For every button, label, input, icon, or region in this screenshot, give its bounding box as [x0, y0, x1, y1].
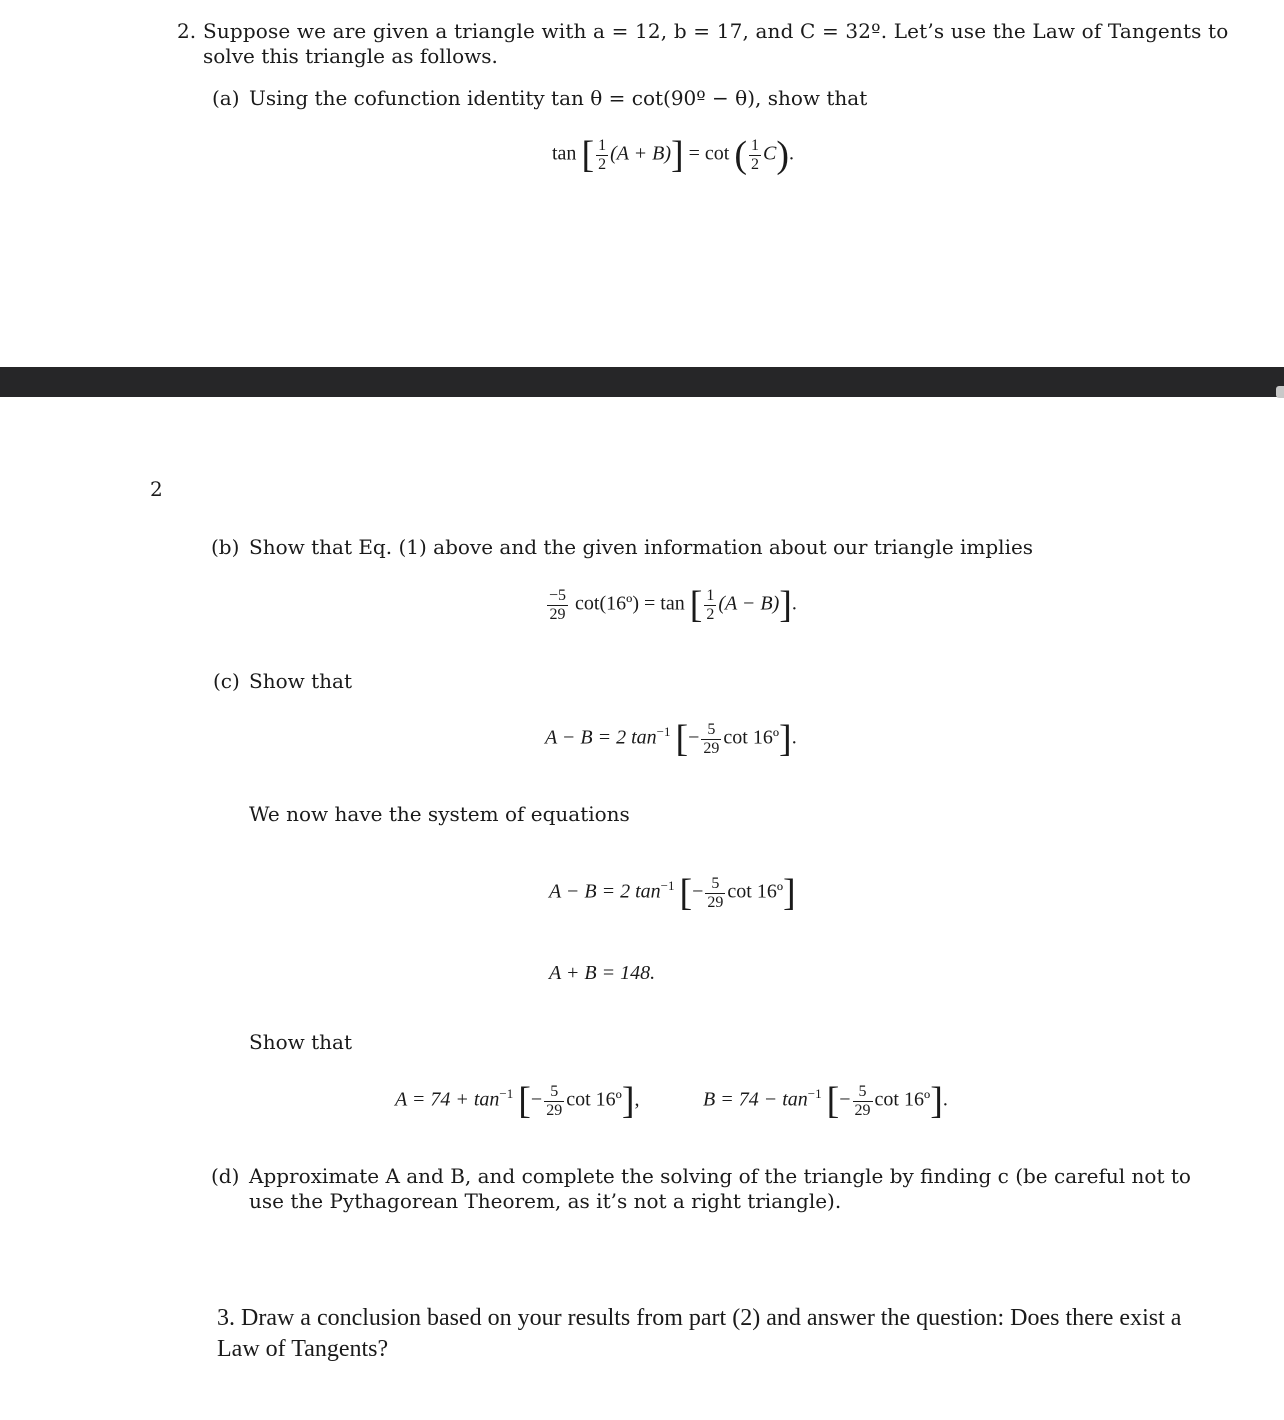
paren-open: (: [734, 134, 748, 176]
part-b-eq-end: .: [791, 592, 797, 615]
result-equation-a: [395, 1082, 639, 1120]
bracket-open: [: [581, 134, 595, 176]
system-eq1-lhs: A − B = 2 tan: [549, 880, 661, 903]
page-divider-bar: [0, 367, 1284, 397]
part-d-line1: Approximate A and B, and complete the solving of the triangle by finding c (be careful not to: [249, 1164, 1191, 1188]
problem-2-intro-line2: solve this triangle as follows.: [203, 44, 498, 68]
result-a-neg: −: [530, 1088, 543, 1111]
part-b-text: Show that Eq. (1) above and the given information about our triangle implies: [249, 535, 1034, 559]
system-intro-text: We now have the system of equations: [249, 802, 630, 826]
part-a-equation: [552, 136, 794, 174]
part-a-eq-rhs: = cot: [688, 142, 730, 165]
part-b-eq-lhs: cot(16º) = tan: [575, 592, 685, 615]
part-c-eq-neg: −: [688, 726, 700, 749]
problem-2-number: 2.: [177, 19, 197, 43]
part-a-eq-half-fraction: $\frac{1}{2}$: [598, 136, 607, 173]
system-eq1-tail: cot 16º: [727, 880, 784, 903]
part-a-text: Using the cofunction identity tan θ = cot(90º − θ), show that: [249, 86, 868, 110]
bracket-close: ]: [670, 134, 684, 176]
result-equation-b: [703, 1082, 948, 1120]
part-c-equation: [545, 720, 797, 758]
result-b-tail: cot 16º: [874, 1088, 931, 1111]
part-a-label: (a): [212, 86, 240, 110]
page-number: 2: [150, 477, 163, 501]
result-b-end: .: [942, 1088, 948, 1111]
bracket-close: ]: [930, 1080, 943, 1122]
part-b-label: (b): [211, 535, 240, 559]
result-b-fraction: $\frac{5}{29}$: [854, 1082, 871, 1119]
result-a-fraction: $\frac{5}{29}$: [546, 1082, 563, 1119]
show-that-text: Show that: [249, 1030, 352, 1054]
part-b-equation: [545, 586, 797, 624]
part-c-eq-lhs: A − B = 2 tan: [545, 726, 657, 749]
problem-3-line2: Law of Tangents?: [217, 1336, 389, 1362]
part-c-text: Show that: [249, 669, 352, 693]
result-b-lhs: B = 74 − tan: [703, 1088, 808, 1111]
system-eq1-fraction: $\frac{5}{29}$: [707, 874, 724, 911]
result-b-neg: −: [839, 1088, 851, 1111]
part-b-eq-fraction: $\frac{-5}{29}$: [549, 586, 567, 623]
result-a-end: ,: [634, 1088, 640, 1111]
part-a-eq-tan: tan: [552, 142, 577, 165]
system-equation-1: [549, 874, 796, 912]
bracket-close: ]: [779, 718, 792, 760]
part-a-eq-rhs-arg: C: [763, 142, 777, 165]
problem-2-intro-line1: Suppose we are given a triangle with a = 12, b = 17, and C = 32º. Let’s use the Law of Tangents to: [203, 19, 1229, 43]
bracket-open: [: [826, 1080, 840, 1122]
result-a-sup: −1: [499, 1085, 514, 1101]
part-a-eq-end: .: [789, 142, 795, 165]
part-d-label: (d): [211, 1164, 240, 1188]
bracket-close: ]: [783, 872, 796, 914]
result-a-tail: cot 16º: [566, 1088, 622, 1111]
bracket-open: [: [689, 584, 703, 626]
part-a-eq-rhs-half-fraction: $\frac{1}{2}$: [751, 136, 760, 173]
result-a-lhs: A = 74 + tan: [395, 1088, 500, 1111]
part-a-eq-lhs-arg: (A + B): [610, 142, 671, 165]
part-c-eq-end: .: [791, 726, 797, 749]
part-c-eq-fraction: $\frac{5}{29}$: [703, 720, 720, 757]
bracket-close: ]: [621, 1080, 635, 1122]
bracket-open: [: [675, 718, 689, 760]
system-eq1-sup: −1: [660, 877, 675, 893]
paren-close: ): [776, 134, 790, 176]
problem-3-line1: 3. Draw a conclusion based on your results from part (2) and answer the question: Does there exist a: [217, 1305, 1182, 1331]
bracket-close: ]: [779, 584, 792, 626]
bracket-open: [: [679, 872, 693, 914]
part-c-eq-tail: cot 16º: [723, 726, 780, 749]
part-b-eq-half-fraction: $\frac{1}{2}$: [706, 586, 715, 623]
system-eq1-neg: −: [692, 880, 704, 903]
scrollbar-thumb[interactable]: [1276, 386, 1284, 398]
part-b-eq-rhs-arg: (A − B): [718, 592, 780, 615]
part-c-label: (c): [213, 669, 240, 693]
system-equation-2: A + B = 148.: [549, 962, 656, 984]
result-b-sup: −1: [807, 1085, 822, 1101]
part-c-eq-sup: −1: [656, 723, 671, 739]
bracket-open: [: [518, 1080, 531, 1122]
part-d-line2: use the Pythagorean Theorem, as it’s not a right triangle).: [249, 1189, 842, 1213]
